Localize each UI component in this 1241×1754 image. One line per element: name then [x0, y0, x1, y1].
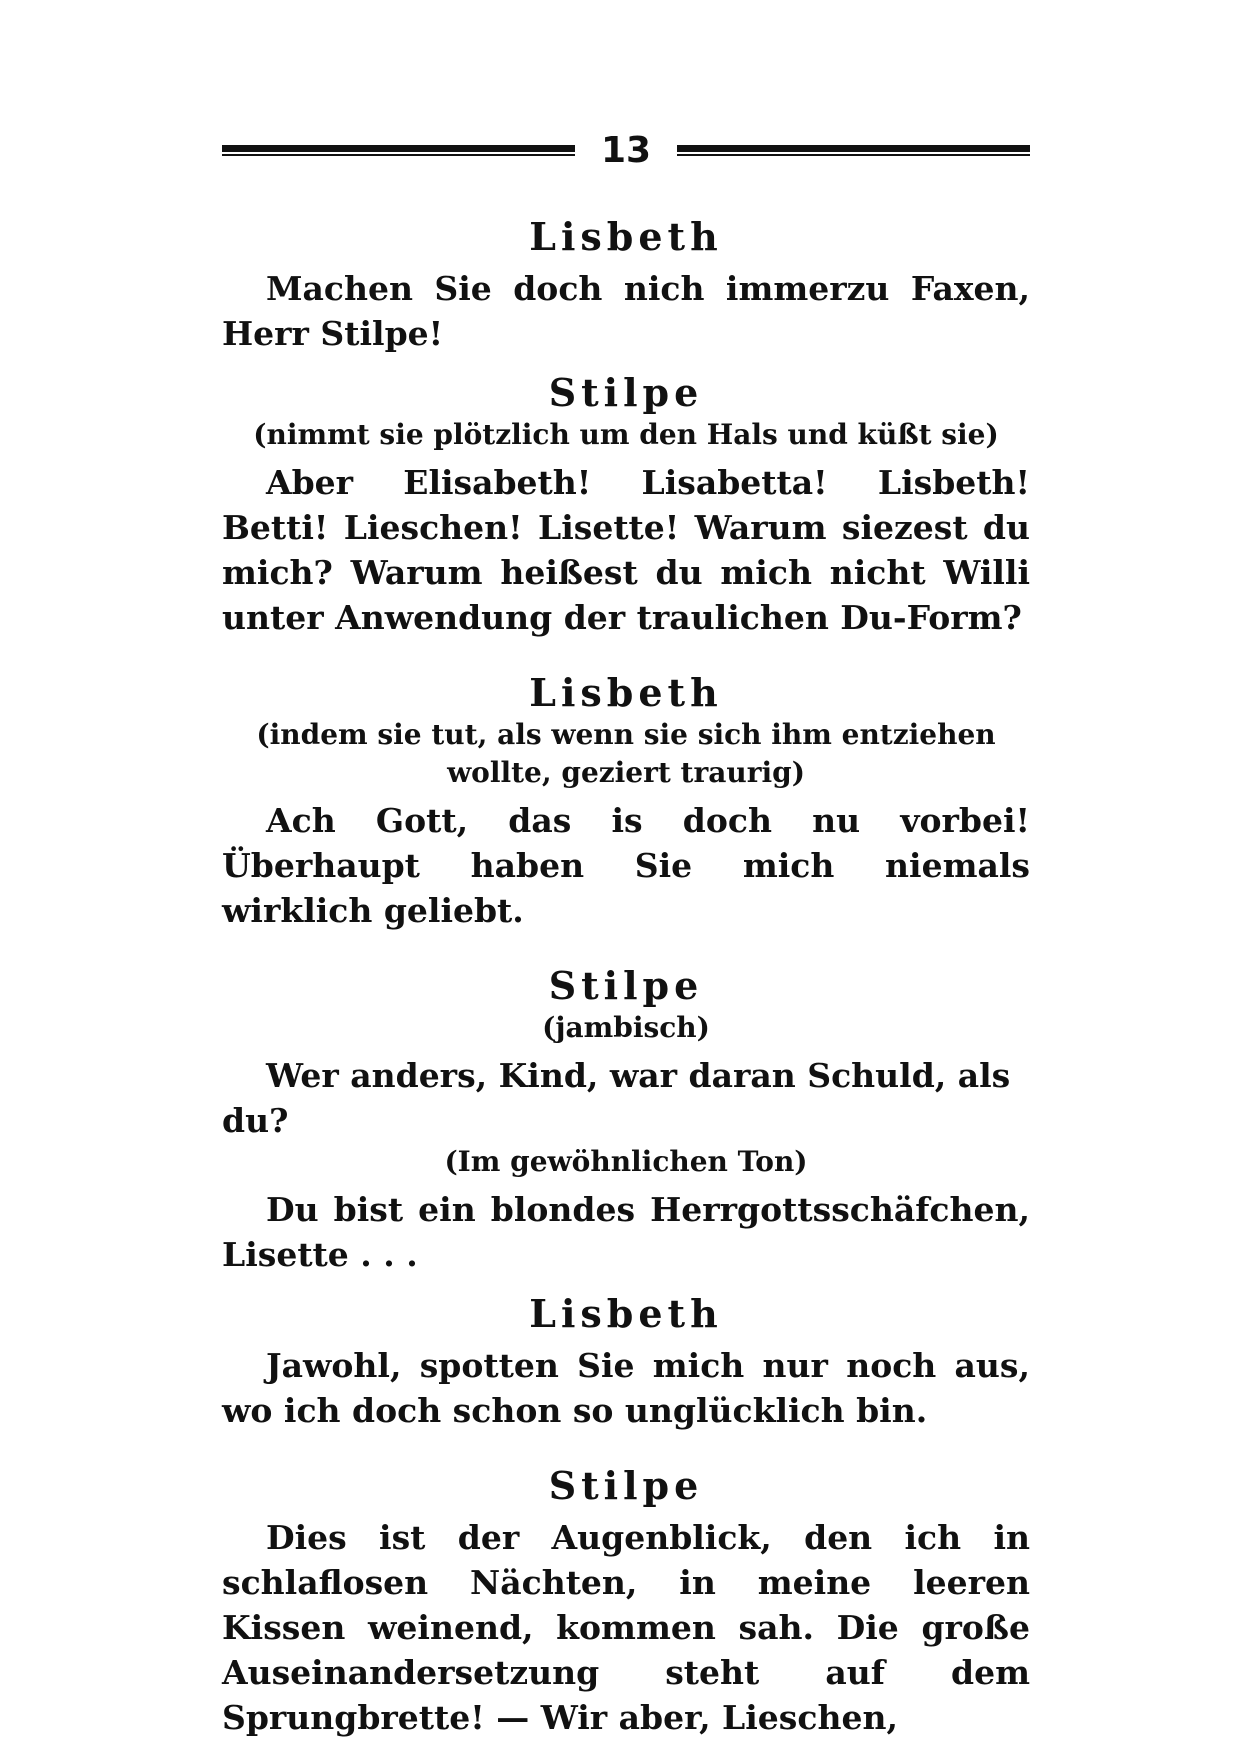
- speaker-name: Stilpe: [548, 370, 704, 415]
- speaker-name: Stilpe: [548, 963, 704, 1008]
- stage-direction: (Im gewöhnlichen Ton): [444, 1145, 808, 1178]
- speaker-name: Lisbeth: [529, 1291, 723, 1336]
- speaker-name: Stilpe: [548, 1463, 704, 1508]
- speaker-name: Lisbeth: [529, 670, 723, 715]
- stage-direction: (indem sie tut, als wenn sie sich ihm entziehen wollte, geziert traurig): [256, 718, 996, 789]
- speaker-name: Lisbeth: [529, 214, 723, 259]
- speech-text: Aber Elisabeth! Lisabetta! Lisbeth! Betti! Lieschen! Lisette! Warum siezest du mich? Warum heißest du mich nicht Willi unter Anwendung der traulichen Du-Form?: [222, 463, 1030, 637]
- speech-text: Wer anders, Kind, war daran Schuld, als du?: [222, 1056, 1011, 1140]
- page-number: 13: [600, 130, 652, 171]
- speech-text: Ach Gott, das is doch nu vorbei! Überhaupt haben Sie mich niemals wirklich geliebt.: [222, 801, 1030, 930]
- page-header: [222, 128, 1030, 174]
- header-rule-right: [677, 145, 1030, 157]
- stage-direction: (nimmt sie plötzlich um den Hals und küßt sie): [253, 418, 999, 451]
- speech-text: Dies ist der Augenblick, den ich in schlaflosen Nächten, in meine leeren Kissen weinend, kommen sah. Die große Auseinandersetzung steht auf dem Sprungbrette! — Wir aber, Lieschen,: [222, 1518, 1030, 1737]
- speech-text: Du bist ein blondes Herrgottsschäfchen, Lisette . . .: [222, 1190, 1030, 1274]
- speech-text: Jawohl, spotten Sie mich nur noch aus, wo ich doch schon so unglücklich bin.: [222, 1346, 1030, 1430]
- stage-direction: (jambisch): [542, 1011, 710, 1044]
- speech-text: Machen Sie doch nich immerzu Faxen, Herr Stilpe!: [222, 269, 1030, 353]
- dialogue-body: [222, 214, 1030, 1740]
- header-rule-left: [222, 145, 575, 157]
- book-page: [222, 128, 1030, 1737]
